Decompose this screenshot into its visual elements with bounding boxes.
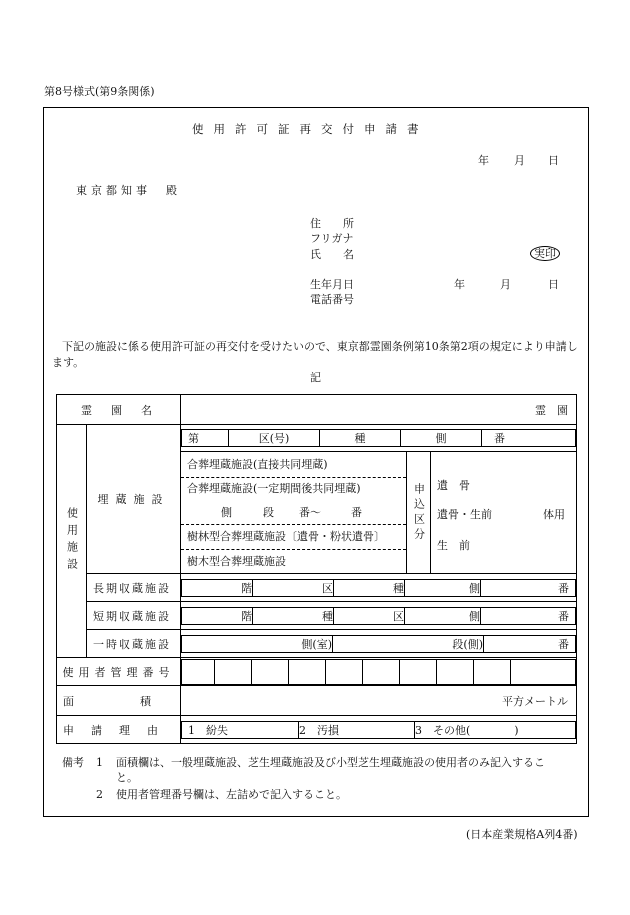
seal-mark xyxy=(530,246,560,261)
long-ban: 番 xyxy=(481,579,576,596)
cemetery-name-field[interactable] xyxy=(181,395,577,425)
reason-options[interactable] xyxy=(181,716,577,744)
gasso-delayed[interactable]: 合葬埋蔵施設(一定期間後共同埋蔵) xyxy=(187,482,361,495)
temp-storage-row[interactable] xyxy=(181,630,577,658)
gasso-ban-from: 番～ xyxy=(299,506,321,519)
note1-text: 面積欄は、一般埋蔵施設、芝生埋蔵施設及び小型芝生埋蔵施設の使用者のみ記入するこ xyxy=(116,756,545,769)
burial-dai: 第 xyxy=(182,430,229,447)
addressee: 東京都知事 殿 xyxy=(76,184,181,197)
furigana-label: フリガナ xyxy=(310,232,354,245)
reason-other[interactable]: 3 その他( ) xyxy=(415,721,576,738)
birth-year: 年 xyxy=(454,278,465,291)
date-day: 日 xyxy=(548,154,559,167)
apply-bone-living[interactable]: 遺骨・生前 xyxy=(437,508,492,521)
burial-ban: 番 xyxy=(482,430,576,447)
apply-living[interactable]: 生 前 xyxy=(437,539,470,552)
notes-prefix: 備考 xyxy=(62,756,84,769)
long-storage-row[interactable] xyxy=(181,574,577,602)
reason-lost[interactable]: 1 紛失 xyxy=(182,721,299,738)
area-unit: 平方メートル xyxy=(502,694,568,708)
short-kai: 階 xyxy=(182,607,253,624)
apply-body-count: 体用 xyxy=(543,508,565,521)
gasso-cell xyxy=(181,452,407,574)
gasso-delayed-location xyxy=(181,500,406,525)
birth-month: 月 xyxy=(500,278,511,291)
date-year: 年 xyxy=(478,154,489,167)
short-storage-row[interactable] xyxy=(181,602,577,630)
short-ban: 番 xyxy=(481,607,576,624)
long-gawa: 側 xyxy=(405,579,481,596)
gasso-direct[interactable]: 合葬埋蔵施設(直接共同埋蔵) xyxy=(181,452,406,478)
birth-day: 日 xyxy=(548,278,559,291)
paper-standard: (日本産業規格A列4番) xyxy=(466,828,578,841)
long-kai: 階 xyxy=(182,579,253,596)
long-ku: 区 xyxy=(253,579,334,596)
cemetery-suffix: 霊 園 xyxy=(535,403,568,417)
apply-bone[interactable]: 遺 骨 xyxy=(437,479,470,492)
temp-storage-label: 一時収蔵施設 xyxy=(87,630,181,658)
form-number: 第8号様式(第9条関係) xyxy=(44,85,155,98)
gasso-dan: 段 xyxy=(263,506,274,519)
long-storage-label: 長期収蔵施設 xyxy=(87,574,181,602)
temp-dan-gawa: 段(側) xyxy=(333,635,484,652)
short-ku: 区 xyxy=(334,607,405,624)
user-number-field[interactable] xyxy=(181,658,577,686)
jumoku-rinkei[interactable]: 樹林型合葬埋蔵施設〔遺骨・粉状遺骨〕 xyxy=(181,525,406,550)
seal-circle: 実印 xyxy=(530,246,560,261)
note1-number: 1 xyxy=(96,756,103,769)
burial-gawa: 側 xyxy=(401,430,482,447)
date-month: 月 xyxy=(514,154,525,167)
address-label: 住 所 xyxy=(310,217,354,230)
gasso-ban-to: 番 xyxy=(351,506,362,519)
note2-text: 使用者管理番号欄は、左詰めで記入すること。 xyxy=(116,788,347,801)
temp-ban: 番 xyxy=(484,635,576,652)
burial-ku: 区(号) xyxy=(229,430,320,447)
apply-type-label: 申込区分 xyxy=(407,452,431,574)
area-label: 面 積 xyxy=(57,686,181,716)
facility-label: 使用施設 xyxy=(57,425,87,658)
user-number-label: 使用者管理番号 xyxy=(57,658,181,686)
short-shu: 種 xyxy=(253,607,334,624)
request-body: 下記の施設に係る使用許可証の再交付を受けたいので、東京都霊園条例第10条第2項の規定により申請します。 xyxy=(52,340,578,369)
apply-type-options[interactable] xyxy=(431,452,577,574)
short-gawa: 側 xyxy=(405,607,481,624)
ki-mark: 記 xyxy=(310,371,321,384)
phone-label: 電話番号 xyxy=(310,293,354,306)
note1-continued: と。 xyxy=(116,771,138,784)
note2-number: 2 xyxy=(96,788,103,801)
application-table xyxy=(56,394,577,744)
reason-soiled[interactable]: 2 汚損 xyxy=(299,721,415,738)
cemetery-name-label: 霊 園 名 xyxy=(57,395,181,425)
burial-label: 埋蔵施設 xyxy=(87,425,181,574)
jumoku-jumoku[interactable]: 樹木型合葬埋蔵施設 xyxy=(187,555,286,568)
area-field[interactable] xyxy=(181,686,577,716)
burial-shu: 種 xyxy=(320,430,401,447)
birth-label: 生年月日 xyxy=(310,278,354,291)
form-title: 使用許可証再交付申請書 xyxy=(192,122,429,136)
reason-label: 申 請 理 由 xyxy=(57,716,181,744)
short-storage-label: 短期収蔵施設 xyxy=(87,602,181,630)
burial-location-row[interactable] xyxy=(181,425,577,452)
temp-gawa-shitsu: 側(室) xyxy=(182,635,333,652)
long-shu: 種 xyxy=(334,579,405,596)
gasso-gawa: 側 xyxy=(221,506,232,519)
name-label: 氏 名 xyxy=(310,248,354,261)
